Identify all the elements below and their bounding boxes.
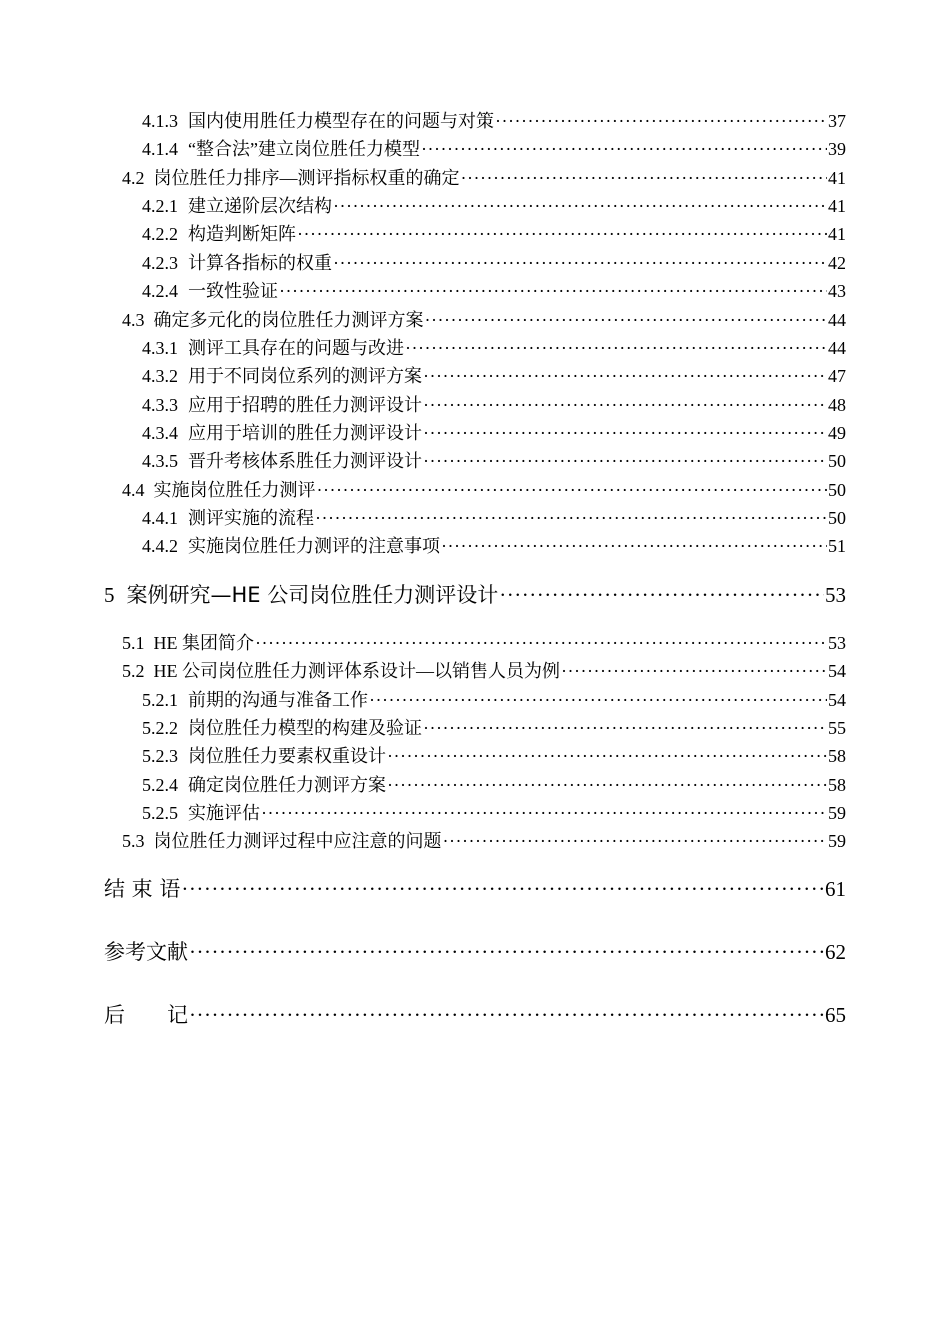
toc-entry-number: 4.1.4 <box>142 139 178 159</box>
dot-leader <box>189 940 824 965</box>
dot-leader <box>423 395 827 416</box>
dot-leader <box>423 366 827 387</box>
toc-entry-number: 4.3.3 <box>142 395 178 415</box>
toc-entry-page: 49 <box>828 423 846 443</box>
toc-entry-title: 岗位胜任力排序—测评指标权重的确定 <box>153 168 460 188</box>
dot-leader <box>423 718 827 739</box>
toc-references[interactable] <box>0 936 950 966</box>
toc-entry-page: 39 <box>828 139 846 159</box>
toc-entry-title: 国内使用胜任力模型存在的问题与对策 <box>188 111 494 131</box>
dot-leader <box>387 775 827 796</box>
toc-chapter-5[interactable] <box>0 579 950 609</box>
toc-entry-4-2-3[interactable] <box>0 249 950 275</box>
toc-entry-number: 4.4 <box>122 480 145 500</box>
toc-entry-4-1-3[interactable] <box>0 107 950 133</box>
toc-entry-title: “整合法”建立岗位胜任力模型 <box>188 139 420 159</box>
toc-entry-number: 4.3.1 <box>142 338 178 358</box>
toc-entry-page: 50 <box>828 451 846 471</box>
toc-entry-page: 53 <box>828 633 846 653</box>
toc-entry-number: 5.3 <box>122 831 145 851</box>
toc-entry-number: 4.3.4 <box>142 423 178 443</box>
toc-entry-5-2[interactable] <box>0 657 950 683</box>
toc-entry-page: 50 <box>828 480 846 500</box>
toc-entry-title: 确定岗位胜任力测评方案 <box>188 775 386 795</box>
toc-entry-page: 55 <box>828 718 846 738</box>
toc-entry-page: 48 <box>828 395 846 415</box>
toc-entry-5-2-1[interactable] <box>0 686 950 712</box>
toc-entry-page: 58 <box>828 775 846 795</box>
dot-leader <box>279 281 827 302</box>
toc-entry-title: 应用于招聘的胜任力测评设计 <box>188 395 422 415</box>
toc-entry-5-2-4[interactable] <box>0 771 950 797</box>
dot-leader <box>421 139 827 160</box>
toc-entry-title: HE 公司岗位胜任力测评体系设计—以销售人员为例 <box>153 661 560 681</box>
toc-entry-number: 5.1 <box>122 633 145 653</box>
toc-entry-page: 59 <box>828 831 846 851</box>
toc-entry-title: 案例研究—HE 公司岗位胜任力测评设计 <box>126 583 499 607</box>
toc-entry-title: 实施岗位胜任力测评 <box>153 480 316 500</box>
toc-entry-number: 4.2.4 <box>142 281 178 301</box>
toc-entry-4-2[interactable] <box>0 164 950 190</box>
toc-entry-title: 确定多元化的岗位胜任力测评方案 <box>153 310 424 330</box>
toc-entry-title: 前期的沟通与准备工作 <box>188 690 368 710</box>
toc-entry-page: 44 <box>828 338 846 358</box>
toc-entry-4-3-1[interactable] <box>0 334 950 360</box>
toc-entry-4-1-4[interactable] <box>0 135 950 161</box>
toc-entry-4-3-5[interactable] <box>0 447 950 473</box>
toc-entry-number: 4.2.3 <box>142 253 178 273</box>
toc-entry-page: 61 <box>825 877 846 901</box>
toc-entry-5-2-3[interactable] <box>0 742 950 768</box>
toc-entry-number: 4.2.2 <box>142 224 178 244</box>
dot-leader <box>255 633 827 654</box>
toc-entry-5-2-2[interactable] <box>0 714 950 740</box>
dot-leader <box>387 746 827 767</box>
toc-entry-number: 5.2.2 <box>142 718 178 738</box>
dot-leader <box>189 1003 824 1028</box>
toc-entry-number: 5.2.4 <box>142 775 178 795</box>
toc-entry-4-2-1[interactable] <box>0 192 950 218</box>
toc-entry-page: 54 <box>828 690 846 710</box>
toc-entry-page: 37 <box>828 111 846 131</box>
toc-entry-number: 4.4.2 <box>142 536 178 556</box>
toc-entry-number: 5 <box>104 583 115 607</box>
toc-entry-page: 41 <box>828 196 846 216</box>
toc-entry-title: 用于不同岗位系列的测评方案 <box>188 366 422 386</box>
toc-entry-4-2-4[interactable] <box>0 277 950 303</box>
toc-entry-page: 65 <box>825 1003 846 1027</box>
toc-entry-page: 58 <box>828 746 846 766</box>
toc-entry-4-3-4[interactable] <box>0 419 950 445</box>
dot-leader <box>315 508 827 529</box>
toc-entry-number: 4.2 <box>122 168 145 188</box>
toc-entry-page: 62 <box>825 940 846 964</box>
dot-leader <box>461 168 828 189</box>
toc-entry-4-4[interactable] <box>0 476 950 502</box>
toc-entry-4-2-2[interactable] <box>0 220 950 246</box>
toc-entry-4-3-3[interactable] <box>0 391 950 417</box>
toc-entry-title: 岗位胜任力测评过程中应注意的问题 <box>153 831 442 851</box>
toc-entry-title: 后 记 <box>104 1003 188 1027</box>
toc-entry-number: 4.2.1 <box>142 196 178 216</box>
toc-entry-number: 5.2.1 <box>142 690 178 710</box>
toc-entry-4-4-1[interactable] <box>0 504 950 530</box>
dot-leader <box>423 423 827 444</box>
toc-entry-title: 应用于培训的胜任力测评设计 <box>188 423 422 443</box>
toc-entry-page: 47 <box>828 366 846 386</box>
dot-leader <box>333 196 827 217</box>
toc-entry-number: 4.3.2 <box>142 366 178 386</box>
toc-entry-title: 测评实施的流程 <box>188 508 314 528</box>
toc-entry-number: 4.1.3 <box>142 111 178 131</box>
toc-entry-page: 51 <box>828 536 846 556</box>
toc-entry-number: 4.3.5 <box>142 451 178 471</box>
toc-afterword[interactable] <box>0 999 950 1029</box>
dot-leader <box>425 310 828 331</box>
toc-entry-page: 59 <box>828 803 846 823</box>
toc-entry-title: 构造判断矩阵 <box>188 224 296 244</box>
toc-entry-number: 4.3 <box>122 310 145 330</box>
toc-entry-5-2-5[interactable] <box>0 799 950 825</box>
toc-entry-page: 50 <box>828 508 846 528</box>
toc-entry-title: 岗位胜任力模型的构建及验证 <box>188 718 422 738</box>
dot-leader <box>561 661 827 682</box>
toc-entry-4-3[interactable] <box>0 306 950 332</box>
toc-entry-number: 4.4.1 <box>142 508 178 528</box>
toc-entry-4-3-2[interactable] <box>0 362 950 388</box>
toc-entry-page: 53 <box>825 583 846 607</box>
toc-entry-title: 实施岗位胜任力测评的注意事项 <box>188 536 440 556</box>
toc-entry-title: HE 集团简介 <box>153 633 254 653</box>
toc-entry-5-1[interactable] <box>0 629 950 655</box>
dot-leader <box>495 111 827 132</box>
toc-entry-number: 5.2.3 <box>142 746 178 766</box>
dot-leader <box>297 224 827 245</box>
dot-leader <box>317 480 828 501</box>
toc-entry-title: 实施评估 <box>188 803 260 823</box>
dot-leader <box>443 831 828 852</box>
toc-entry-page: 43 <box>828 281 846 301</box>
toc-entry-number: 5.2.5 <box>142 803 178 823</box>
dot-leader <box>333 253 827 274</box>
dot-leader <box>181 877 824 902</box>
dot-leader <box>499 583 824 608</box>
toc-conclusion[interactable] <box>0 873 950 903</box>
toc-entry-title: 参考文献 <box>104 940 188 964</box>
toc-entry-page: 44 <box>828 310 846 330</box>
toc-entry-title: 建立递阶层次结构 <box>188 196 332 216</box>
toc-entry-title: 岗位胜任力要素权重设计 <box>188 746 386 766</box>
dot-leader <box>441 536 827 557</box>
dot-leader <box>261 803 827 824</box>
dot-leader <box>369 690 827 711</box>
dot-leader <box>405 338 827 359</box>
toc-entry-4-4-2[interactable] <box>0 532 950 558</box>
dot-leader <box>423 451 827 472</box>
toc-entry-title: 晋升考核体系胜任力测评设计 <box>188 451 422 471</box>
toc-entry-title: 计算各指标的权重 <box>188 253 332 273</box>
toc-entry-page: 54 <box>828 661 846 681</box>
toc-entry-title: 一致性验证 <box>188 281 278 301</box>
toc-entry-title: 结 束 语 <box>104 877 181 901</box>
toc-entry-page: 41 <box>828 168 846 188</box>
toc-entry-5-3[interactable] <box>0 827 950 853</box>
toc-entry-page: 42 <box>828 253 846 273</box>
toc-entry-page: 41 <box>828 224 846 244</box>
toc-entry-title: 测评工具存在的问题与改进 <box>188 338 404 358</box>
toc-entry-number: 5.2 <box>122 661 145 681</box>
